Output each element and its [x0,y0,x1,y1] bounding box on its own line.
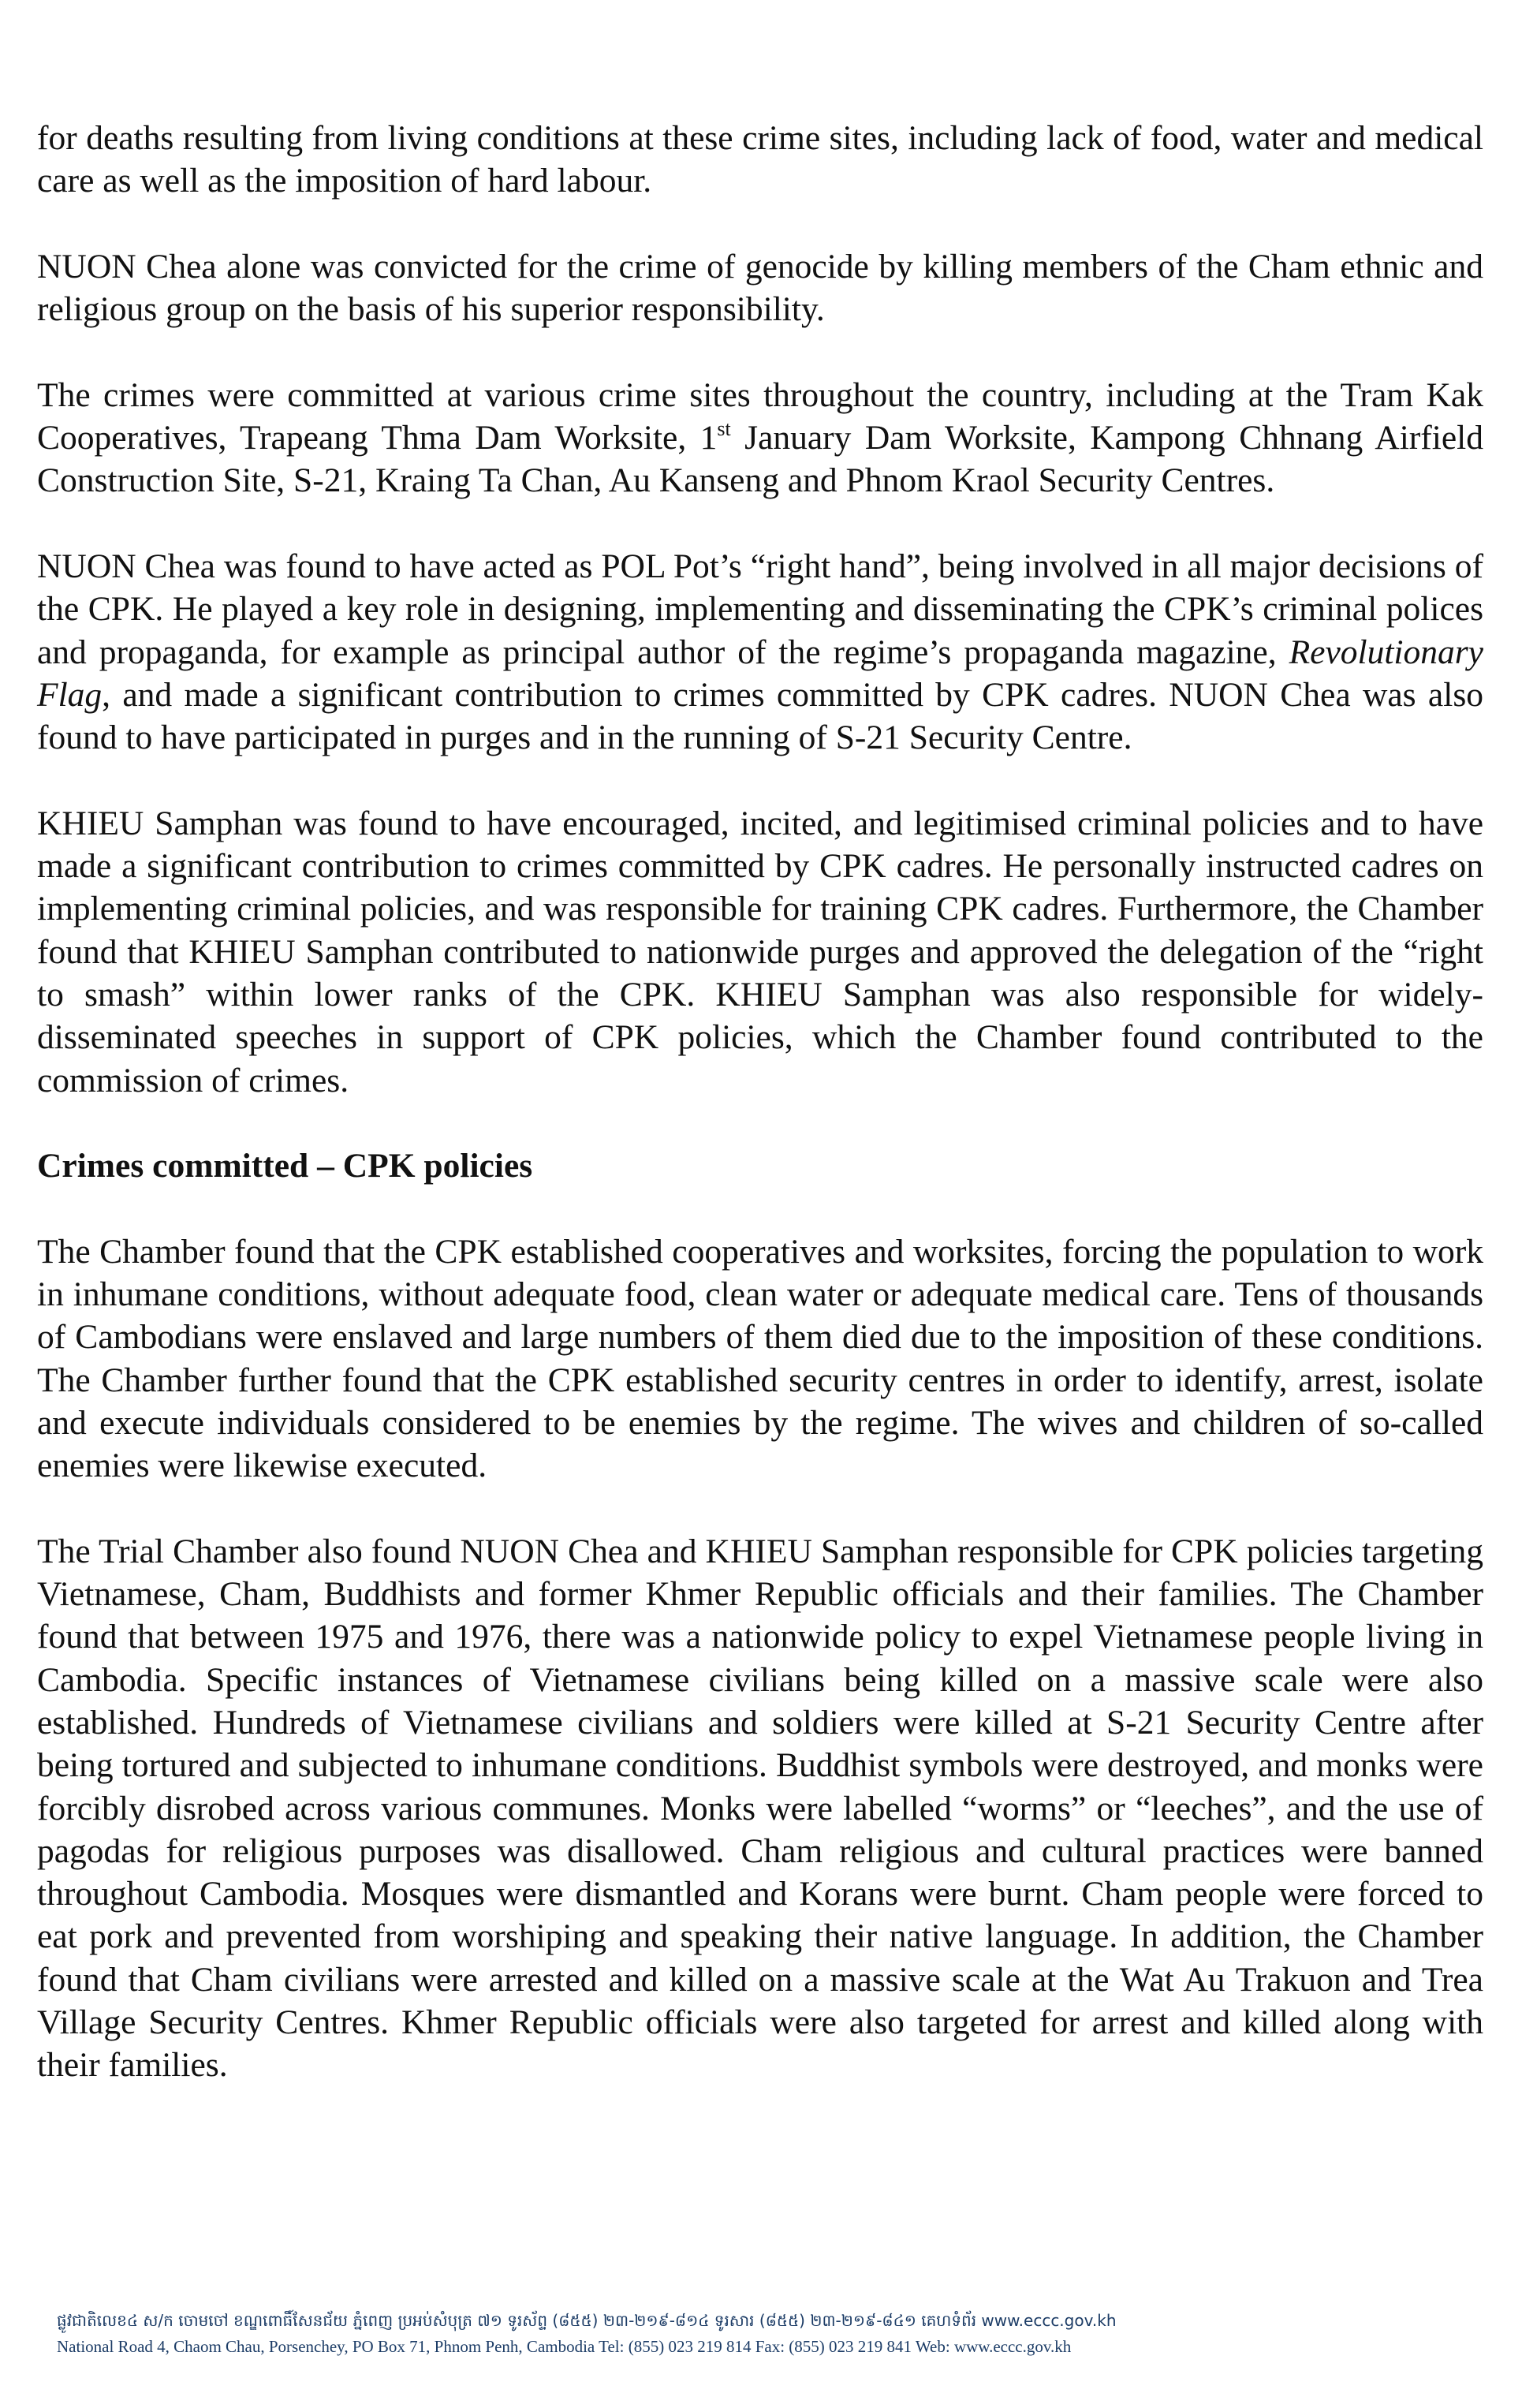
paragraph-cooperatives-worksites [37,1230,1483,1488]
footer-address-english: National Road 4, Chaom Chau, Porsenchey, PO Box 71, Phnom Penh, Cambodia Tel: (855) 023 219 814 Fax: (855) 023 219 841 Web: www.eccc.gov.kh [57,2337,1072,2356]
paragraph-text: NUON Chea alone was convicted for the crime of genocide by killing members of the Cham ethnic and religious group on the basis of his superior responsibility. [37,247,1483,329]
paragraph-text: The Trial Chamber also found NUON Chea and KHIEU Samphan responsible for CPK policies targeting Vietnamese, Cham, Buddhists and former Khmer Republic officials and their families. The Chamber found that between 1975 and 1976, there was a nationwide policy to expel Vietnamese people living in Cambodia. Specific instances of Vietnamese civilians being killed on a massive scale were also established. Hundreds of Vietnamese civilians and soldiers were killed at S-21 Security Centre after being tortured and subjected to inhumane conditions. Buddhist symbols were destroyed, and monks were forcibly disrobed across various communes. Monks were labelled “worms” or “leeches”, and the use of pagodas for religious purposes was disallowed. Cham religious and cultural practices were banned throughout Cambodia. Mosques were dismantled and Korans were burnt. Cham people were forced to eat pork and prevented from worshiping and speaking their native language. In addition, the Chamber found that Cham civilians were arrested and killed on a massive scale at the Wat Au Trakuon and Trea Village Security Centres. Khmer Republic officials were also targeted for arrest and killed along with their families. [37,1532,1483,2085]
paragraph-targeted-groups [37,1530,1483,2087]
section-heading: Crimes committed – CPK policies [37,1147,533,1185]
document-body [37,117,1483,2130]
paragraph-living-conditions [37,117,1483,203]
paragraph-text: The Chamber found that the CPK established cooperatives and worksites, forcing the population to work in inhumane conditions, without adequate food, clean water or adequate medical care. Tens of thousands of Cambodians were enslaved and large numbers of them died due to the imposition of these conditions. The Chamber further found that the CPK established security centres in order to identify, arrest, isolate and execute individuals considered to be enemies by the regime. The wives and children of so-called enemies were likewise executed. [37,1232,1483,1485]
paragraph-text: , and made a significant contribution to crimes committed by CPK cadres. NUON Chea was also found to have participated in purges and in the running of S-21 Security Centre. [37,675,1483,757]
page-footer [57,2309,1397,2358]
footer-address-khmer: ផ្លូវជាតិលេខ៤ ស/ក ចោមចៅ ខណ្ឌពោធិ៍សែនជ័យ ភ្នំពេញ ប្រអប់សំបុត្រ ៧១ ទូរស័ព្ទ (៨៥៥) ២៣-២១៩-៨១៤ ទូរសារ (៨៥៥) ២៣-២១៩-៨៤១ គេហទំព័រ www.eccc.gov.kh [57,2311,1117,2330]
paragraph-text: The crimes were committed at various crime sites throughout the country, including at the Tram Kak Cooperatives, Trapeang Thma Dam Worksite, 1 [37,375,1483,457]
paragraph-text: KHIEU Samphan was found to have encouraged, incited, and legitimised criminal policies and to have made a significant contribution to crimes committed by CPK cadres. He personally instructed cadres on implementing criminal policies, and was responsible for training CPK cadres. Furthermore, the Chamber found that KHIEU Samphan contributed to nationwide purges and approved the delegation of the “right to smash” within lower ranks of the CPK. KHIEU Samphan was also responsible for widely-disseminated speeches in support of CPK policies, which the Chamber found contributed to the commission of crimes. [37,804,1483,1099]
paragraph-nuon-chea-role [37,545,1483,759]
magazine-title: Revolutionary Flag [37,633,1483,714]
paragraph-text: NUON Chea was found to have acted as POL Pot’s “right hand”, being involved in all major decisions of the CPK. He played a key role in designing, implementing and disseminating the CPK’s criminal polices and propaganda, for example as principal author of the regime’s propaganda magazine, [37,547,1483,671]
ordinal-superscript: st [717,417,731,441]
paragraph-text: for deaths resulting from living conditions at these crime sites, including lack of food, water and medical care as well as the imposition of hard labour. [37,119,1483,200]
paragraph-text: January Dam Worksite, Kampong Chhnang Airfield Construction Site, S-21, Kraing Ta Chan, Au Kanseng and Phnom Kraol Security Centres. [37,419,1483,500]
paragraph-crime-sites [37,374,1483,502]
paragraph-khieu-samphan-role [37,802,1483,1102]
paragraph-genocide-conviction [37,245,1483,331]
